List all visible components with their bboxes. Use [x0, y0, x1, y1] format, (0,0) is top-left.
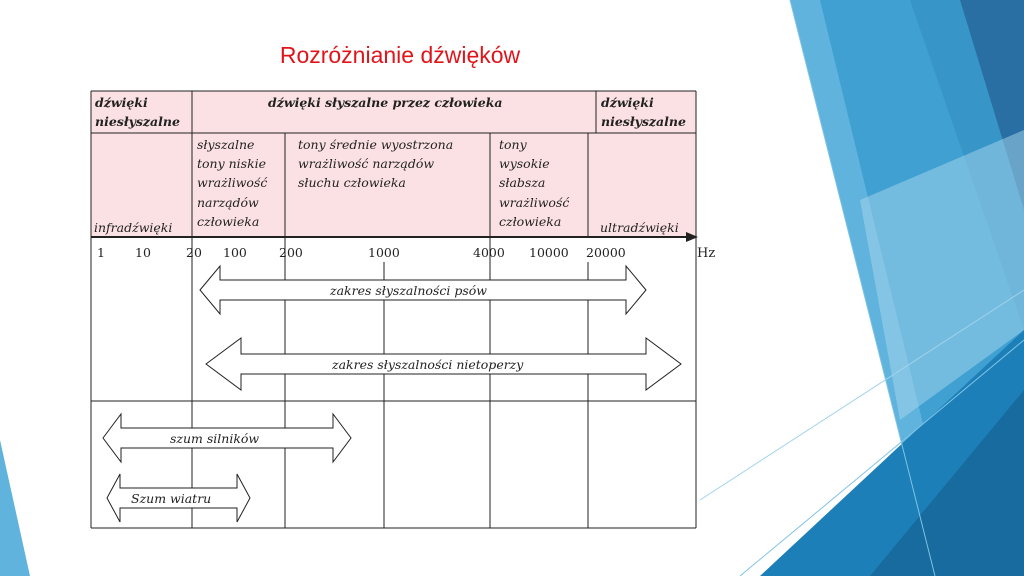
band-mid-line: wrażliwość narządów [298, 156, 435, 171]
band-high-line: tony [499, 137, 527, 152]
header-left-line-2: niesłyszalne [95, 114, 180, 129]
slide-title: Rozróżnianie dźwięków [279, 42, 521, 68]
dogs-range-label: zakres słyszalności psów [330, 283, 487, 298]
band-high-line: słabsza [499, 175, 546, 190]
band-mid-line: tony średnie wyostrzona [298, 137, 454, 152]
engines-range-label: szum silników [170, 431, 260, 446]
band-high-line: człowieka [499, 214, 562, 229]
header-center: dźwięki słyszalne przez człowieka [268, 95, 503, 110]
band-high-line: wrażliwość [499, 195, 570, 210]
tick-label: 20000 [586, 245, 626, 260]
band-low-line: tony niskie [197, 156, 267, 171]
tick-label: 1000 [368, 245, 400, 260]
header-right-line-1: dźwięki [601, 95, 654, 110]
tick-label: 200 [279, 245, 303, 260]
tick-label: 1 [97, 245, 105, 260]
band-high-line: wysokie [499, 156, 550, 171]
bats-range-label: zakres słyszalności nietoperzy [332, 357, 524, 372]
tick-label: 4000 [473, 245, 505, 260]
band-mid-line: słuchu człowieka [298, 175, 406, 190]
band-ultra-label: ultradźwięki [600, 220, 679, 235]
tick-label: 20 [186, 245, 202, 260]
band-low-line: człowieka [197, 214, 260, 229]
header-left-line-1: dźwięki [95, 95, 148, 110]
header-right-line-2: niesłyszalne [601, 114, 686, 129]
band-infra-label: infradźwięki [94, 220, 173, 235]
wind-range-label: Szum wiatru [131, 491, 212, 506]
tick-label: 10000 [529, 245, 569, 260]
axis-unit-label: Hz [697, 246, 716, 261]
band-low-line: narządów [197, 195, 259, 210]
band-low-line: wrażliwość [197, 175, 268, 190]
band-low-line: słyszalne [197, 137, 255, 152]
tick-label: 10 [135, 245, 151, 260]
tick-label: 100 [223, 245, 247, 260]
